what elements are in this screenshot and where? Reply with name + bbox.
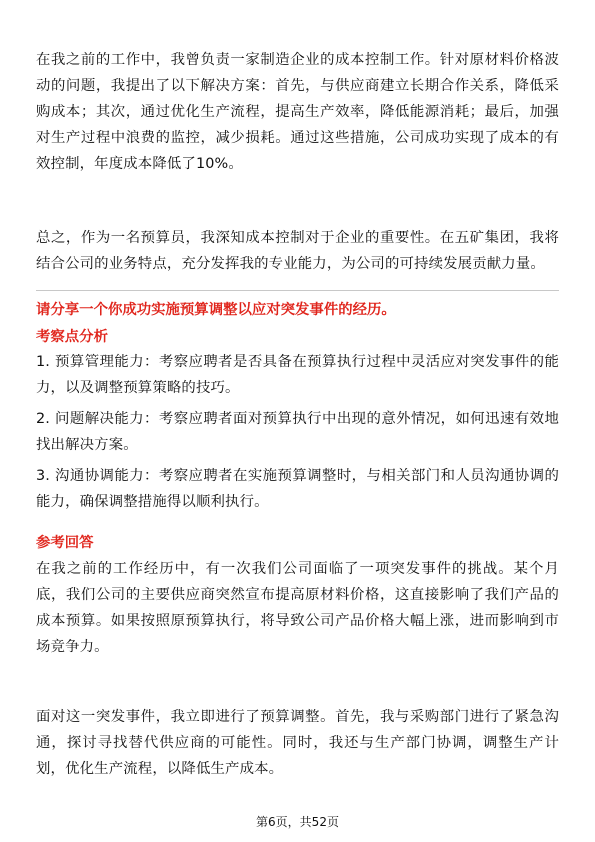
answer-heading: 参考回答 bbox=[36, 535, 94, 551]
analysis-heading: 考察点分析 bbox=[36, 329, 108, 345]
question-title: 请分享一个你成功实施预算调整以应对突发事件的经历。 bbox=[36, 302, 396, 318]
intro-paragraph-2: 总之，作为一名预算员，我深知成本控制对于企业的重要性。在五矿集团，我将结合公司的业务特点，充分发挥我的专业能力，为公司的可持续发展贡献力量。 bbox=[36, 230, 559, 272]
answer-paragraph-2: 面对这一突发事件，我立即进行了预算调整。首先，我与采购部门进行了紧急沟通，探讨寻找替代供应商的可能性。同时，我还与生产部门协调，调整生产计划，优化生产流程，以降低生产成本。 bbox=[36, 709, 559, 777]
answer-paragraph-1: 在我之前的工作经历中，有一次我们公司面临了一项突发事件的挑战。某个月底，我们公司的主要供应商突然宣布提高原材料价格，这直接影响了我们产品的成本预算。如果按照原预算执行，将导致公司产品价格大幅上涨，进而影响到市场竞争力。 bbox=[36, 561, 559, 655]
section-divider bbox=[36, 290, 559, 291]
intro-paragraph-1: 在我之前的工作中，我曾负责一家制造企业的成本控制工作。针对原材料价格波动的问题，我提出了以下解决方案：首先，与供应商建立长期合作关系，降低采购成本；其次，通过优化生产流程，提高生产效率，降低能源消耗；最后，加强对生产过程中浪费的监控，减少损耗。通过这些措施，公司成功实现了成本的有效控制，年度成本降低了10%。 bbox=[36, 52, 559, 172]
analysis-point-3: 3. 沟通协调能力：考察应聘者在实施预算调整时，与相关部门和人员沟通协调的能力，确保调整措施得以顺利执行。 bbox=[36, 468, 559, 510]
analysis-points-list bbox=[36, 349, 559, 520]
page-number-footer: 第6页，共52页 bbox=[256, 815, 339, 829]
analysis-point-1: 1. 预算管理能力：考察应聘者是否具备在预算执行过程中灵活应对突发事件的能力，以及调整预算策略的技巧。 bbox=[36, 354, 559, 396]
analysis-point-2: 2. 问题解决能力：考察应聘者面对预算执行中出现的意外情况，如何迅速有效地找出解决方案。 bbox=[36, 411, 559, 453]
